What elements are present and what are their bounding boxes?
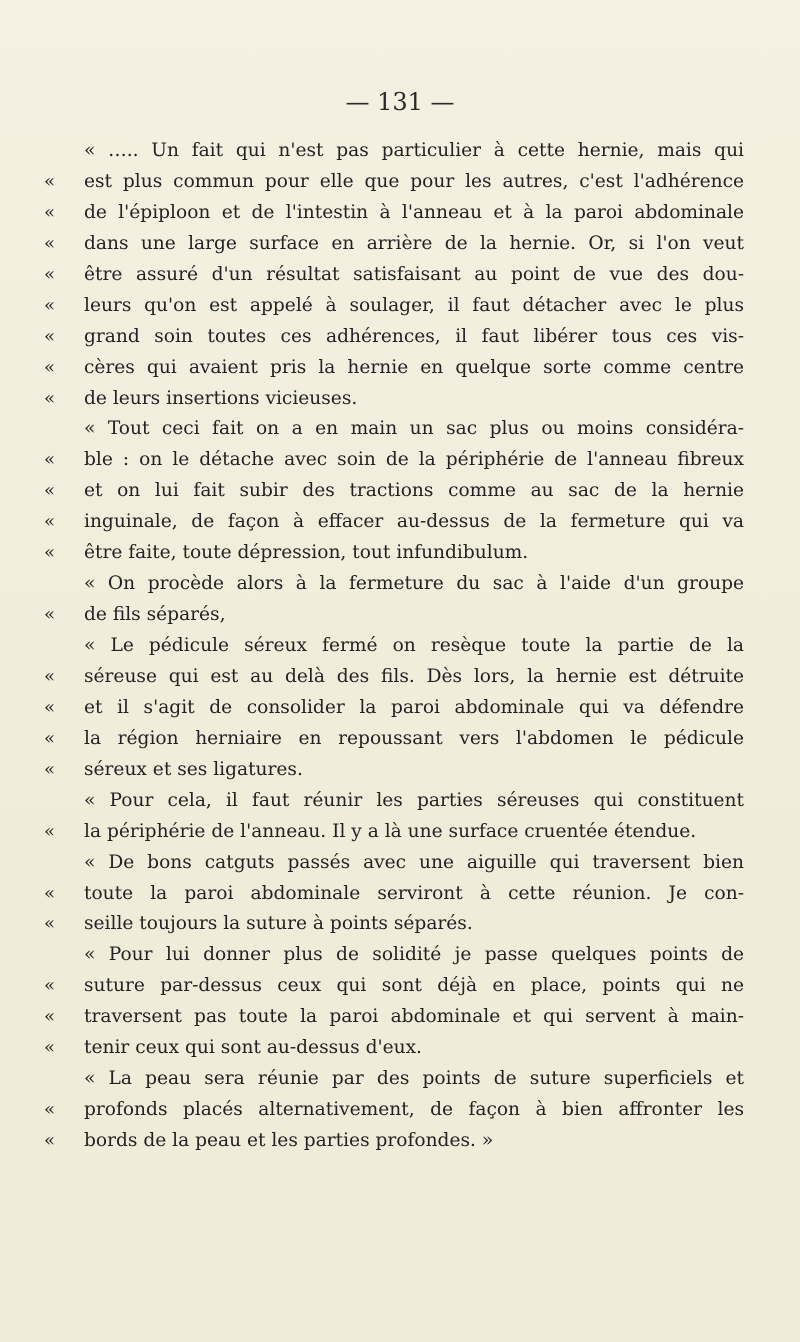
text-line: [44, 507, 744, 538]
quote-marker: «: [44, 201, 56, 223]
line-text: « Pour lui donner plus de solidité je passe quelques points de: [84, 944, 744, 966]
page-number: — 131 —: [345, 88, 455, 116]
line-text: et on lui fait subir des tractions comme au sac de la hernie: [84, 480, 744, 502]
text-line: [44, 1126, 744, 1157]
text-line: [44, 1095, 744, 1126]
quote-marker: «: [44, 263, 56, 285]
line-text: est plus commun pour elle que pour les autres, c'est l'adhérence: [84, 170, 744, 192]
text-line: [44, 940, 744, 971]
quote-marker: «: [44, 449, 56, 471]
line-text: seille toujours la suture à points séparés.: [84, 913, 473, 935]
quote-marker: «: [44, 170, 56, 192]
line-text: grand soin toutes ces adhérences, il faut libérer tous ces vis-: [84, 325, 744, 347]
text-line: [44, 445, 744, 476]
text-line: [44, 662, 744, 693]
line-text: ble : on le détache avec soin de la périphérie de l'anneau fibreux: [84, 449, 744, 471]
line-text: la région herniaire en repoussant vers l'abdomen le pédicule: [84, 727, 744, 749]
text-line: [44, 693, 744, 724]
quote-marker: «: [44, 913, 56, 935]
line-text: inguinale, de façon à effacer au-dessus de la fermeture qui va: [84, 511, 744, 533]
quote-marker: «: [44, 294, 56, 316]
quote-marker: «: [44, 975, 56, 997]
text-line: [44, 260, 744, 291]
quote-marker: «: [44, 387, 56, 409]
line-text: « La peau sera réunie par des points de suture superficiels et: [84, 1068, 744, 1090]
text-line: [44, 786, 744, 817]
text-line: [44, 909, 744, 940]
quote-marker: «: [44, 604, 56, 626]
text-line: [44, 229, 744, 260]
quote-marker: «: [44, 1099, 56, 1121]
line-text: bords de la peau et les parties profondes. »: [84, 1130, 494, 1151]
quote-marker: «: [44, 820, 56, 842]
text-line: [44, 724, 744, 755]
quote-marker: «: [44, 325, 56, 347]
text-line: [44, 817, 744, 848]
line-text: être assuré d'un résultat satisfaisant au point de vue des dou-: [84, 263, 744, 285]
line-text: dans une large surface en arrière de la hernie. Or, si l'on veut: [84, 232, 744, 254]
text-line: [44, 538, 744, 569]
line-text: de l'épiploon et de l'intestin à l'anneau et à la paroi abdominale: [84, 201, 744, 223]
line-text: suture par-dessus ceux qui sont déjà en place, points qui ne: [84, 975, 744, 997]
body-text: [44, 136, 744, 1157]
line-text: séreux et ses ligatures.: [84, 758, 303, 780]
line-text: et il s'agit de consolider la paroi abdominale qui va défendre: [84, 696, 744, 718]
line-text: être faite, toute dépression, tout infundibulum.: [84, 542, 529, 564]
text-line: [44, 569, 744, 600]
line-text: « ….. Un fait qui n'est pas particulier à cette hernie, mais qui: [84, 140, 744, 161]
text-line: [44, 476, 744, 507]
quote-marker: «: [44, 232, 56, 254]
text-line: [44, 755, 744, 786]
text-line: [44, 848, 744, 879]
line-text: « Le pédicule séreux fermé on resèque toute la partie de la: [84, 635, 744, 656]
line-text: traversent pas toute la paroi abdominale et qui servent à main-: [84, 1006, 744, 1028]
text-line: [44, 971, 744, 1002]
text-line: [44, 414, 744, 445]
quote-marker: «: [44, 696, 56, 718]
quote-marker: «: [44, 511, 56, 533]
line-text: tenir ceux qui sont au-dessus d'eux.: [84, 1037, 422, 1059]
text-line: [44, 879, 744, 910]
quote-marker: «: [44, 727, 56, 749]
text-line: [44, 1033, 744, 1064]
text-line: [44, 167, 744, 198]
line-text: séreuse qui est au delà des fils. Dès lors, la hernie est détruite: [84, 665, 744, 687]
line-text: « On procède alors à la fermeture du sac à l'aide d'un groupe: [84, 573, 744, 595]
quote-marker: «: [44, 356, 56, 378]
text-line: [44, 322, 744, 353]
line-text: de leurs insertions vicieuses.: [84, 387, 358, 409]
line-text: « De bons catguts passés avec une aiguille qui traversent bien: [84, 851, 744, 873]
line-text: de fils séparés,: [84, 604, 226, 626]
line-text: profonds placés alternativement, de façon à bien affronter les: [84, 1099, 744, 1121]
quote-marker: «: [44, 1130, 56, 1151]
line-text: « Pour cela, il faut réunir les parties séreuses qui constituent: [84, 789, 744, 811]
quote-marker: «: [44, 882, 56, 904]
line-text: cères qui avaient pris la hernie en quelque sorte comme centre: [84, 356, 744, 378]
quote-marker: «: [44, 1006, 56, 1028]
quote-marker: «: [44, 480, 56, 502]
text-line: [44, 198, 744, 229]
quote-marker: «: [44, 1037, 56, 1059]
quote-marker: «: [44, 665, 56, 687]
line-text: leurs qu'on est appelé à soulager, il faut détacher avec le plus: [84, 294, 744, 316]
line-text: toute la paroi abdominale serviront à cette réunion. Je con-: [84, 882, 744, 904]
text-line: [44, 631, 744, 662]
text-line: [44, 384, 744, 415]
quote-marker: «: [44, 758, 56, 780]
quote-marker: «: [44, 542, 56, 564]
text-line: [44, 353, 744, 384]
line-text: la périphérie de l'anneau. Il y a là une surface cruentée étendue.: [84, 820, 697, 842]
text-line: [44, 1064, 744, 1095]
line-text: « Tout ceci fait on a en main un sac plus ou moins considéra-: [84, 418, 744, 440]
text-line: [44, 291, 744, 322]
text-line: [44, 600, 744, 631]
text-line: [44, 1002, 744, 1033]
text-line: [44, 136, 744, 167]
